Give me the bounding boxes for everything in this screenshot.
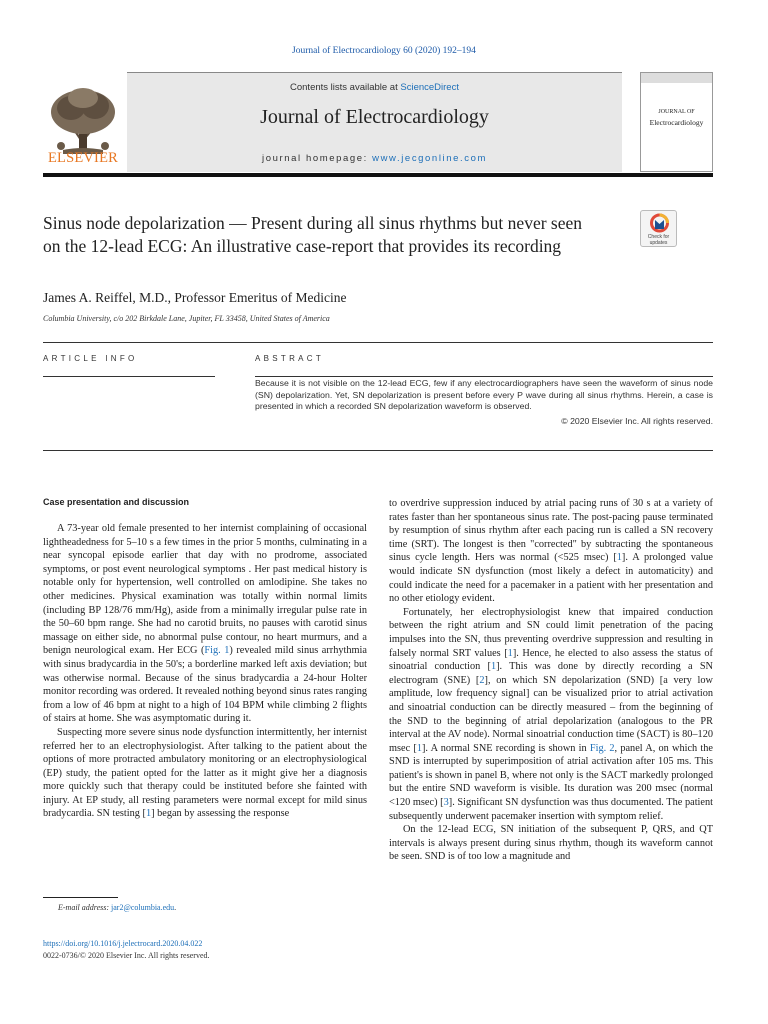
figure-link[interactable]: Fig. 2	[589, 742, 615, 754]
abstract-label: ABSTRACT	[255, 354, 325, 363]
article-title: Sinus node depolarization — Present during all sinus rhythms but never seen on the 12-lead ECG: An illustrative case-report that provides its recording	[43, 213, 583, 256]
section-heading: Case presentation and discussion	[43, 497, 190, 507]
paragraph	[43, 522, 367, 726]
reference-link[interactable]: 1	[145, 808, 152, 820]
contents-line	[127, 82, 622, 93]
reference-link[interactable]: 1	[616, 552, 622, 564]
reference-link[interactable]: 1	[490, 661, 497, 673]
homepage-line	[127, 153, 622, 164]
badge-line2: updates	[649, 239, 668, 246]
paragraph	[389, 497, 713, 606]
abstract-top-rule	[255, 376, 713, 377]
paragraph: On the 12-lead ECG, SN initiation of the subsequent P, QRS, and QT intervals is always present during sinus rhythm, though its waveform cannot be seen. SND is of too low a magnitude and	[389, 824, 713, 863]
check-for-updates-badge[interactable]	[640, 210, 677, 247]
paragraph-text: ]. A normal SNE recording is shown in	[421, 742, 590, 754]
paragraph-text: ] began by assessing the response	[151, 808, 290, 820]
paragraph-text: to overdrive suppression induced by atrial pacing runs of 30 s at a variety of rates faster than her spontaneous sinus rate. The post-pacing pause terminated by resumption of sinus rhythm after each pacing run is called a SN recovery time (SRT). The longest is then "corrected" by subtracting the spontaneous sinus cycle length. Hers was normal (<525 msec) [	[389, 498, 713, 564]
article-info-bottom-rule	[43, 376, 215, 377]
email-link[interactable]: jar2@columbia.edu	[111, 903, 175, 912]
banner-center	[127, 72, 622, 172]
paragraph-text: ]. Significant SN dysfunction was thus documented. The patient subsequently underwent pacemaker insertion with symptom relief.	[389, 797, 713, 822]
email-label: E-mail address:	[58, 903, 112, 912]
sciencedirect-link[interactable]: ScienceDirect	[400, 82, 459, 93]
paragraph-text: ], on which SN depolarization (SND) [a very low amplitude, low frequency signal] can be visualized prior to atrial activation and sinoatrial conduction can be directly measured – from the beginning of the SND to the beginning of atrial depolarization (analogous to the PR interval at the AV node). Normal sinoatrial conduction time (SACT) is 80–120 msec [	[389, 674, 713, 754]
homepage-prefix: journal homepage:	[261, 153, 373, 164]
article-info-top-rule	[43, 342, 713, 343]
paragraph-text: Suspecting more severe sinus node dysfunction intermittently, her internist referred her to an electrophysiologist. After talking to the patient about the options of more protracted ambulatory monitoring or an electrophysiological (EP) study, the patient opted for the latter as it might give her a diagnosis more quickly such that therapy could be instituted before she fainted with injury. At EP study, all resting parameters were normal except for mild sinus bradycardia. SN testing [	[43, 726, 367, 820]
paragraph-text: ) revealed mild sinus arrhythmia with sinus bradycardia in the 50's; a borderline marked left axis deviation; but was otherwise normal. Because of the sinus bradycardia a 24-hour Holter monitor recording was ordered. It revealed nothing beyond sinus rates ranging from a low of 46 bpm at night to a high of 104 BPM while climbing 2 flights of stairs at home. She was asymptomatic during it.	[43, 645, 367, 725]
cover-top-text: JOURNAL OF	[658, 109, 695, 115]
author-affiliation: Columbia University, c/o 202 Birkdale Lane, Jupiter, FL 33458, United States of America	[43, 314, 330, 323]
email-end: .	[174, 903, 177, 912]
paragraph-text: ]. This was done by directly recording a SN electrogram (SNE) [	[389, 661, 713, 686]
homepage-link[interactable]: www.jecgonline.com	[372, 153, 487, 164]
header-divider	[43, 173, 713, 177]
journal-title: Journal of Electrocardiology	[260, 106, 489, 128]
article-authors: James A. Reiffel, M.D., Professor Emeritus of Medicine	[43, 290, 347, 305]
figure-link[interactable]: Fig. 1	[204, 645, 230, 657]
abstract-bottom-rule	[43, 450, 713, 451]
paragraph-text: ]. A prolonged value would indicate SN dysfunction (most likely a defect in automaticity) and could indicate the need for a pacemaker in a patient with her presentation and no other etiology evident.	[389, 552, 713, 605]
cover-band	[641, 73, 712, 83]
paragraph-text: Fortunately, her electrophysiologist knew that impaired conduction between the right atrium and SN could limit penetration of the pacing impulses into the SN, thus preventing overdrive suppression and resulting in falsely normal SRT values [	[389, 606, 713, 659]
abstract-text: Because it is not visible on the 12-lead ECG, few if any electrocardiographers have seen the waveform of sinus node (SN) depolarization. Yet, SN depolarization is present before every P wave during all sinus rhythms. Herein, a case is presented in which a recorded SN depolarization waveform is observed.	[255, 378, 713, 411]
reference-link[interactable]: 2	[479, 674, 485, 686]
paragraph	[43, 726, 367, 821]
doi-link[interactable]: https://doi.org/10.1016/j.jelectrocard.2020.04.022	[43, 939, 203, 948]
check-updates-icon	[641, 211, 678, 235]
paragraph-text: ]. Hence, he elected to also assess the status of sinoatrial conduction [	[389, 647, 713, 673]
paragraph-text: A 73-year old female presented to her internist complaining of occasional lightheadedness for 5–10 s a few times in the prior 5 months, culminating in a near syncopal episode earlier that day with no prodrome, associated symptoms, or post event neurological symptoms . Her past medical history is notable only for hypertension, well controlled on amlodipine. She takes no other medicines. Physical examination was totally within normal limits (including BP 128/76 mm/Hg), aside from a minimally irregular pulse rate in the 50–60 bpm range. She had no carotid bruits, no pauses with carotid sinus massage on either side, no abnormal pulse contour, no heart murmurs, and a benign neurological exam. Her ECG (	[43, 523, 367, 657]
contents-prefix: Contents lists available at	[290, 82, 401, 93]
journal-banner	[43, 72, 713, 172]
paragraph-text: , panel A, on which the SND is interrupted by superimposition of atrial activation after 105 ms. This patient's is shown in panel B, where not only is the SACT markedly prolonged but the entire SND waveform is visible. Its duration was 200 msec (normal <120 msec) [	[389, 742, 713, 809]
elsevier-wordmark: ELSEVIER	[47, 150, 119, 166]
reference-link[interactable]: 1	[416, 742, 422, 754]
badge-label	[641, 235, 676, 246]
badge-line1: Check for	[647, 234, 670, 240]
footnote	[58, 903, 176, 912]
article-info-label: ARTICLE INFO	[43, 354, 138, 363]
reference-link[interactable]: 1	[507, 647, 513, 659]
abstract-copyright: © 2020 Elsevier Inc. All rights reserved.	[561, 416, 713, 426]
footnote-rule	[43, 897, 118, 898]
issn-copyright: 0022-0736/© 2020 Elsevier Inc. All rights reserved.	[43, 951, 210, 960]
body-column-left	[43, 522, 367, 821]
reference-link[interactable]: 3	[443, 797, 449, 809]
cover-journal-name: Electrocardiology	[649, 118, 704, 127]
journal-citation[interactable]: Journal of Electrocardiology 60 (2020) 192–194	[292, 46, 476, 56]
body-column-right	[389, 497, 713, 864]
journal-cover[interactable]	[640, 72, 713, 172]
paragraph	[389, 606, 713, 824]
